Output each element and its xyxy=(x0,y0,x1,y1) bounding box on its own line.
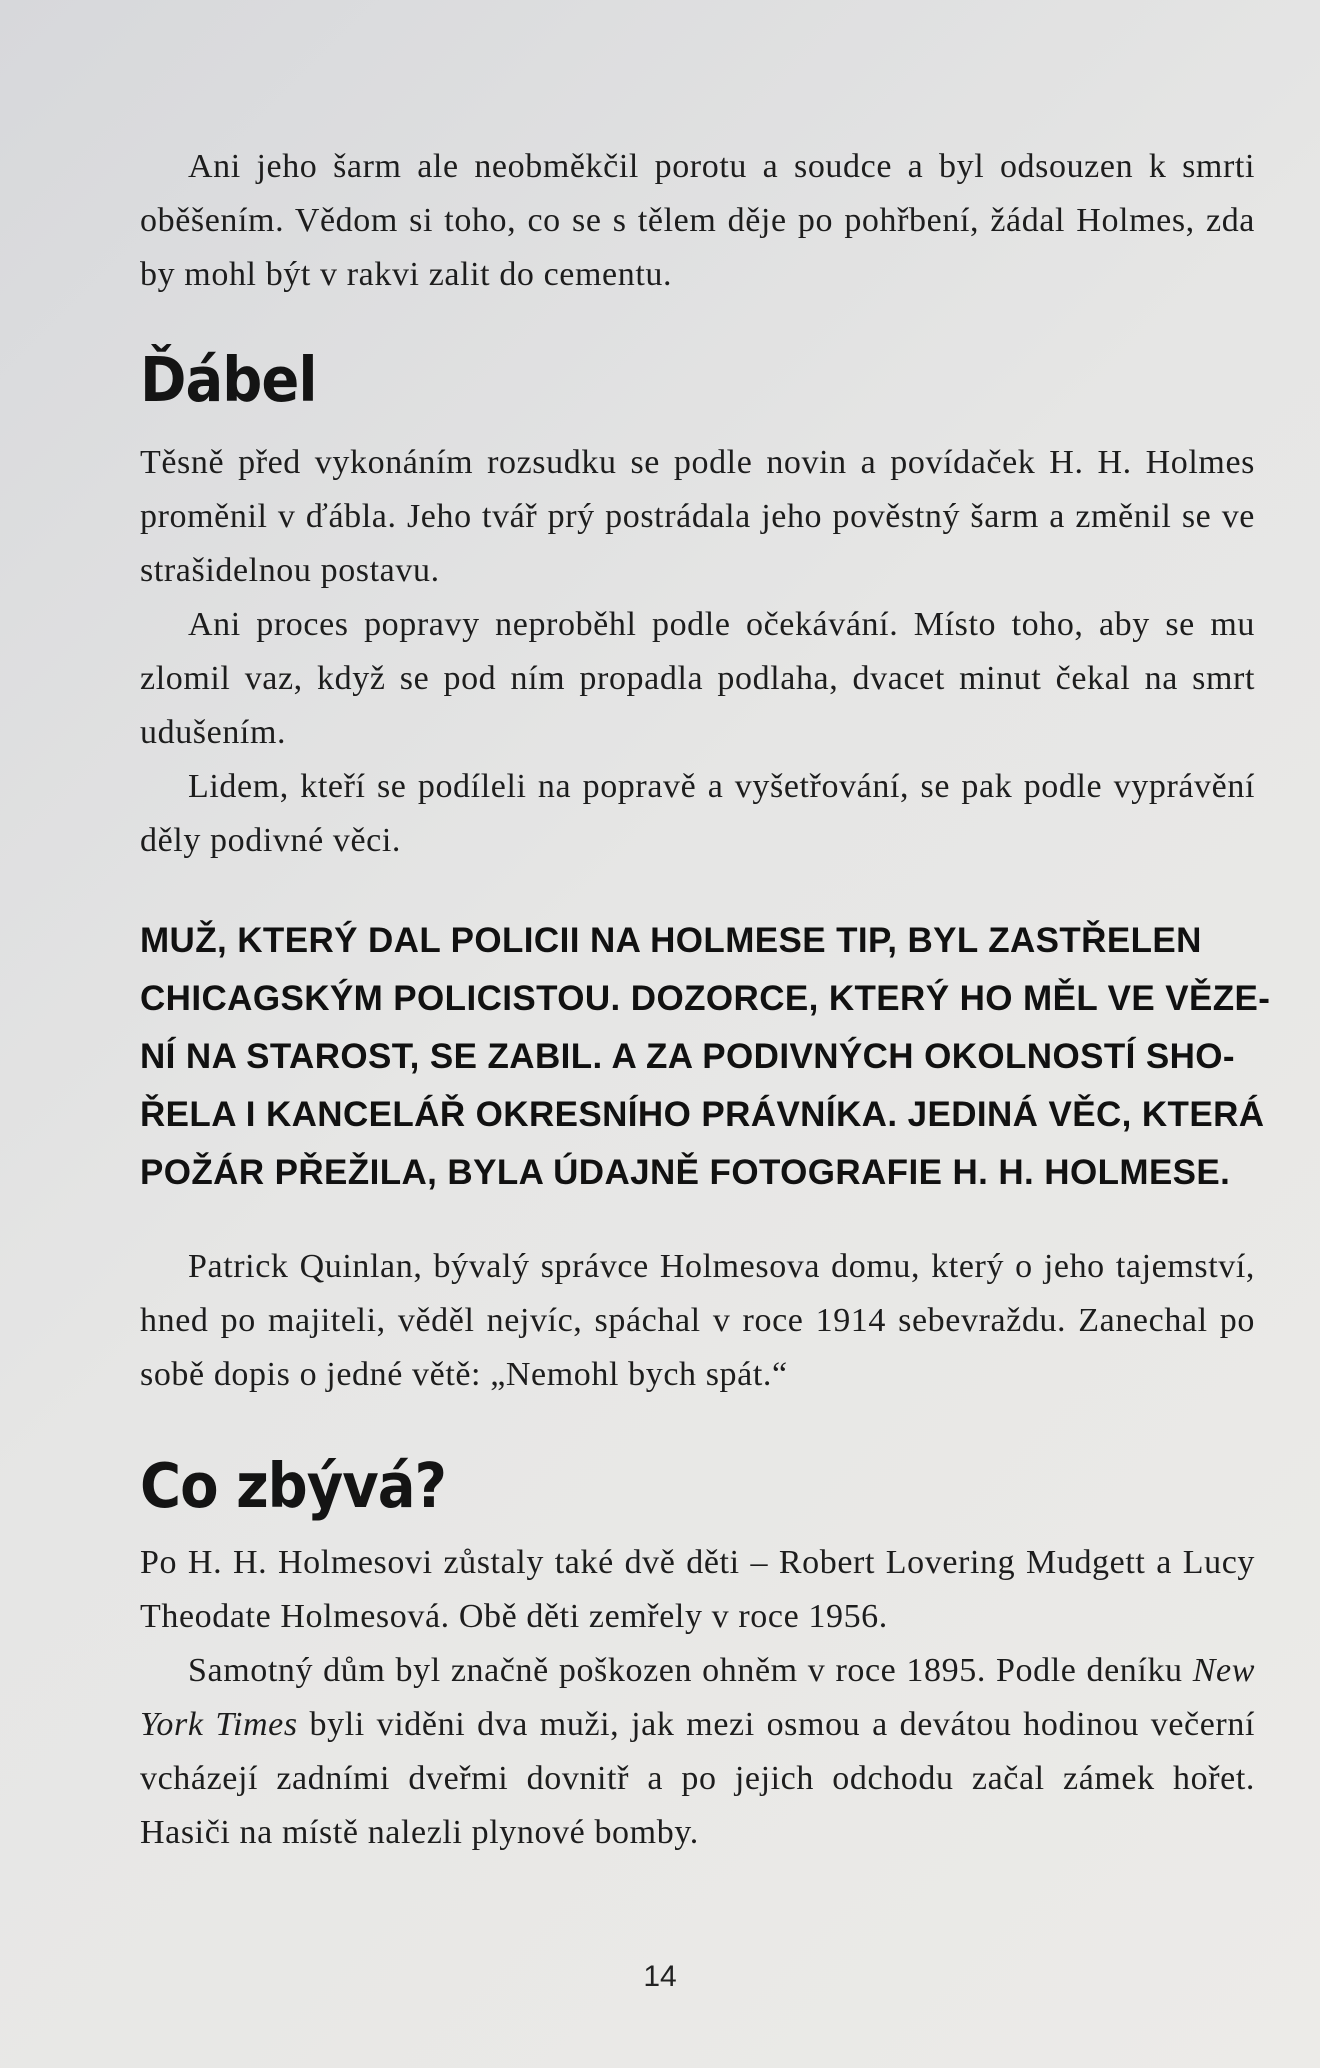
callout-block xyxy=(140,912,1271,1202)
page-number: 14 xyxy=(643,1960,677,1993)
callout-line: CHICAGSKÝM POLICISTOU. DOZORCE, KTERÝ HO MĚL VE VĚZE- xyxy=(140,979,1271,1018)
section1-paragraph-2: Ani proces popravy neproběhl podle očekávání. Místo toho, aby se mu zlomil vaz, když se pod ním propadla podlaha, dvacet minut čekal na smrt udušením. xyxy=(140,606,1255,751)
callout-line: POŽÁR PŘEŽILA, BYLA ÚDAJNĚ FOTOGRAFIE H. H. HOLMESE. xyxy=(140,1153,1231,1192)
section2-paragraph-1: Po H. H. Holmesovi zůstaly také dvě děti – Robert Lovering Mudgett a Lucy Theodate Holmesová. Obě děti zemřely v roce 1956. xyxy=(140,1544,1255,1635)
intro-paragraph: Ani jeho šarm ale neobměkčil porotu a soudce a byl odsouzen k smrti oběšením. Vědom si toho, co se s tělem děje po pohřbení, žádal Holmes, zda by mohl být v rakvi zalit do cementu. xyxy=(140,148,1255,293)
paragraph-text: Samotný dům byl značně poškozen ohněm v roce 1895. Podle deníku xyxy=(188,1652,1193,1689)
newspaper-title: New York Times xyxy=(140,1652,1255,1743)
callout-line: MUŽ, KTERÝ DAL POLICII NA HOLMESE TIP, BYL ZASTŘELEN xyxy=(140,921,1202,960)
page-content xyxy=(140,140,1271,1860)
quinlan-paragraph: Patrick Quinlan, bývalý správce Holmesova domu, který o jeho tajemství, hned po majiteli, věděl nejvíc, spáchal v roce 1914 sebevraždu. Zanechal po sobě dopis o jedné větě: „Nemohl bych spát.“ xyxy=(140,1248,1255,1393)
paragraph-text: byli viděni dva muži, jak mezi osmou a devátou hodinou večerní vcházejí zadními dveřmi dovnitř a po jejich odchodu začal zámek hořet. Hasiči na místě nalezli plynové bomby. xyxy=(140,1706,1255,1851)
section-heading-dabel: Ďábel xyxy=(140,344,317,417)
section1-paragraph-1: Těsně před vykonáním rozsudku se podle novin a povídaček H. H. Holmes proměnil v ďábla. Jeho tvář prý postrádala jeho pověstný šarm a změnil se ve strašidelnou postavu. xyxy=(140,444,1255,589)
section2-paragraph-2 xyxy=(140,1644,1255,1860)
section1-paragraph-3: Lidem, kteří se podíleli na popravě a vyšetřování, se pak podle vyprávění děly podivné věci. xyxy=(140,768,1255,859)
callout-line: ŘELA I KANCELÁŘ OKRESNÍHO PRÁVNÍKA. JEDINÁ VĚC, KTERÁ xyxy=(140,1095,1265,1134)
callout-line: NÍ NA STAROST, SE ZABIL. A ZA PODIVNÝCH OKOLNOSTÍ SHO- xyxy=(140,1037,1235,1076)
section-heading-co-zbyva: Co zbývá? xyxy=(140,1450,447,1523)
